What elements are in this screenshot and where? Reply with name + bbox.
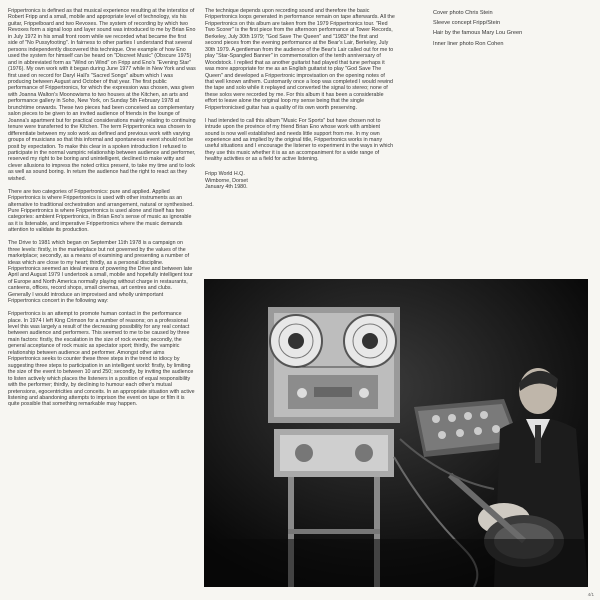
signature-block xyxy=(205,171,395,191)
paragraph-human-contact: Frippertronics is an attempt to promote human contact in the performance place. In 1974 I left King Crimson for a number of reasons; on a professional level this was largely a result of the decreasing possibility for any real contact between audience and performers. This seemed to me to be caused by three main factors: firstly, the escalation in the size of rock events; secondly, the general acceptance of rock music as spectator sport; thirdly, the vampiric relationship between audience and performer. Amongst other aims Frippertronics seeks to counter these three steps in the trend to idiocy by suggesting three steps to participation in an intelligent world: firstly, by limiting the size of the event to between 10 and 250; secondly, by inviting the audience to listen actively which places the listeners in a position of equal responsibility with the performer; thirdly, by declining to humour each other's mutual pretensions, egocentricities and conceits. In an appropriate situation with active listening and abandoning attempts to imprison the event on tape or film it is quite possible that something remarkable may happen. xyxy=(8,311,195,408)
photo-illustration xyxy=(204,279,588,587)
paragraph-categories: There are two categories of Frippertronics: pure and applied. Applied Frippertronics is where Frippertronics is used with other instruments as an alternative to traditional orchestration and arrangement, natural or synthesised. Pure Frippertronics is where Frippertronics is used alone and itself has two categories: ambient Frippertronics, in Brian Eno's sense of music as ignorable as it is listenable, and imperative Frippertronics where the music demands attention to validate its production. xyxy=(8,188,194,234)
signature-line-2: Wimborne, Dorset xyxy=(205,177,248,184)
credit-hair: Hair by the famous Mary Lou Green xyxy=(433,30,523,37)
signature-line-1: Fripp World H.Q. xyxy=(205,170,245,177)
credits-column xyxy=(433,8,593,49)
page-mark: 4/1 xyxy=(587,592,594,597)
paragraph-album-title: I had intended to call this album "Music For Sports" but have chosen not to intrude upon the province of my friend Brian Eno whose work with ambient sound is now well established and needs little support from me. In my own experience and as implied by the original title, Frippertronics works in many useful situations and I encourage the listener to experiment in the ways in which they use this music whether it is as an accompaniment for a wide range of healthy activities or as a field for active listening. xyxy=(205,117,394,163)
left-text-column xyxy=(8,8,196,414)
tape-reel-left xyxy=(270,315,322,367)
paragraph-technique: The technique depends upon recording sound and therefore the basic Frippertronics loops generated in performance remain on tape afterwards. All the Frippertronics on this album are taken from the 1979 Frippertronics tour. "Red Two Scorer" is the first piece from the afternoon performance at Tower Records, Berkeley, July 30th 1979; "God Save The Queen" and "1983" the first and second pieces from the evening performance at the Bear's Lair, Berkeley, July 30th 1979. A gentleman from the audience of the Bear's Lair called out for me to play "Star-Spangled Banner" in commemoration of the tenth anniversary of Woodstock. I replied that as another guitarist had played that tune perhaps it was more appropriate for me as an English guitarist to play "God Save The Queen" and developed a Frippertronic improvisation on the opening notes of that well known anthem. Customarily once a loop was completed I would rewind the tape and solo while it replayed and converted the signal to stereo; none of these solos were recorded by me. For this album it has been a considerable effort to leave alone the original loop my sense being that the single Frippertronicised guitar has a quality of its own worth preserving. xyxy=(205,8,395,111)
credit-sleeve-concept: Sleeve concept Fripp/Stein xyxy=(433,20,501,27)
paragraph-drive-1981: The Drive to 1981 which began on September 11th 1978 is a campaign on three levels: firstly, in the marketplace but not governed by the values of the marketplace; secondly, as a means of examining and presenting a number of ideas which are close to my heart; thirdly, as a personal discipline. Frippertronics seemed an ideal means of powering the Drive and between late April and August 1979 I undertook a small, mobile and hopefully intelligent tour of Europe and North America normally playing without charge in restaurants, canteens, offices, record shops, small cinemas, art centres and clubs. Generally I would introduce an improvised and wholly unimportant Frippertronics concert in the following way: xyxy=(8,240,193,305)
paragraph-definition: Frippertronics is defined as that musical experience resulting at the interstice of Robert Fripp and a small, mobile and appropriate level of technology, vis his guitar, Frippelboard and two Revoxes. The system of recording by which two Revoxes form a signal loop and layer sound was introduced to me by Brian Eno in July 1972 in his small front room while we recorded what became the first side of "No Pussyfooting". In fairness to other parties I understand that several persons independently discovered this technique. One example of how Eno used the system for himself can be heard on "Discreet Music" (Obscure 1975) and in abbreviated form as "Wind on Wind" on Fripp and Eno's "Evening Star" (1976). My own work with it began during June 1977 while in New York and was first used on record for Daryl Hall's "Sacred Songs" album which I was producing between August and October of that year. The first public performance of Frippertronics, for which the expression was chosen, was given with Joanna Walton's Moonowisms to two houses at the Kitchen, an arts and performance gallery in Soho, New York, on Sunday 5th February 1978 at brunchtime onwards. These two pieces had been conceived as complementary salon pieces to be given to an invited audience of friends in the lounge of Joanna's apartment but for practical considerations mainly relating to continuing tenure were transferred to the Kitchen. The term Frippertronics was chosen to differentiate between my solo work as defined and previous work with varying groups of musicians so that this informal and spontaneous event should not be posit by expectation. To make this clear in a spoken introduction I refused to participate in the normal vampiric relationship between audience and performer, reserved my right to be boring and unintelligent, declined to make witty and clever allusions to impress the noted critics present, to take my time and to look as well as sound boring. In return the audience had the right to react as they wished. xyxy=(8,8,196,182)
credit-cover-photo: Cover photo Chris Stein xyxy=(433,10,493,16)
middle-text-column xyxy=(205,8,395,191)
credit-inner-photo: Inner liner photo Ron Cohen xyxy=(433,40,504,47)
tape-reel-right xyxy=(344,315,396,367)
signature-date: January 4th 1980. xyxy=(205,184,248,191)
inner-liner-photo xyxy=(204,279,588,587)
